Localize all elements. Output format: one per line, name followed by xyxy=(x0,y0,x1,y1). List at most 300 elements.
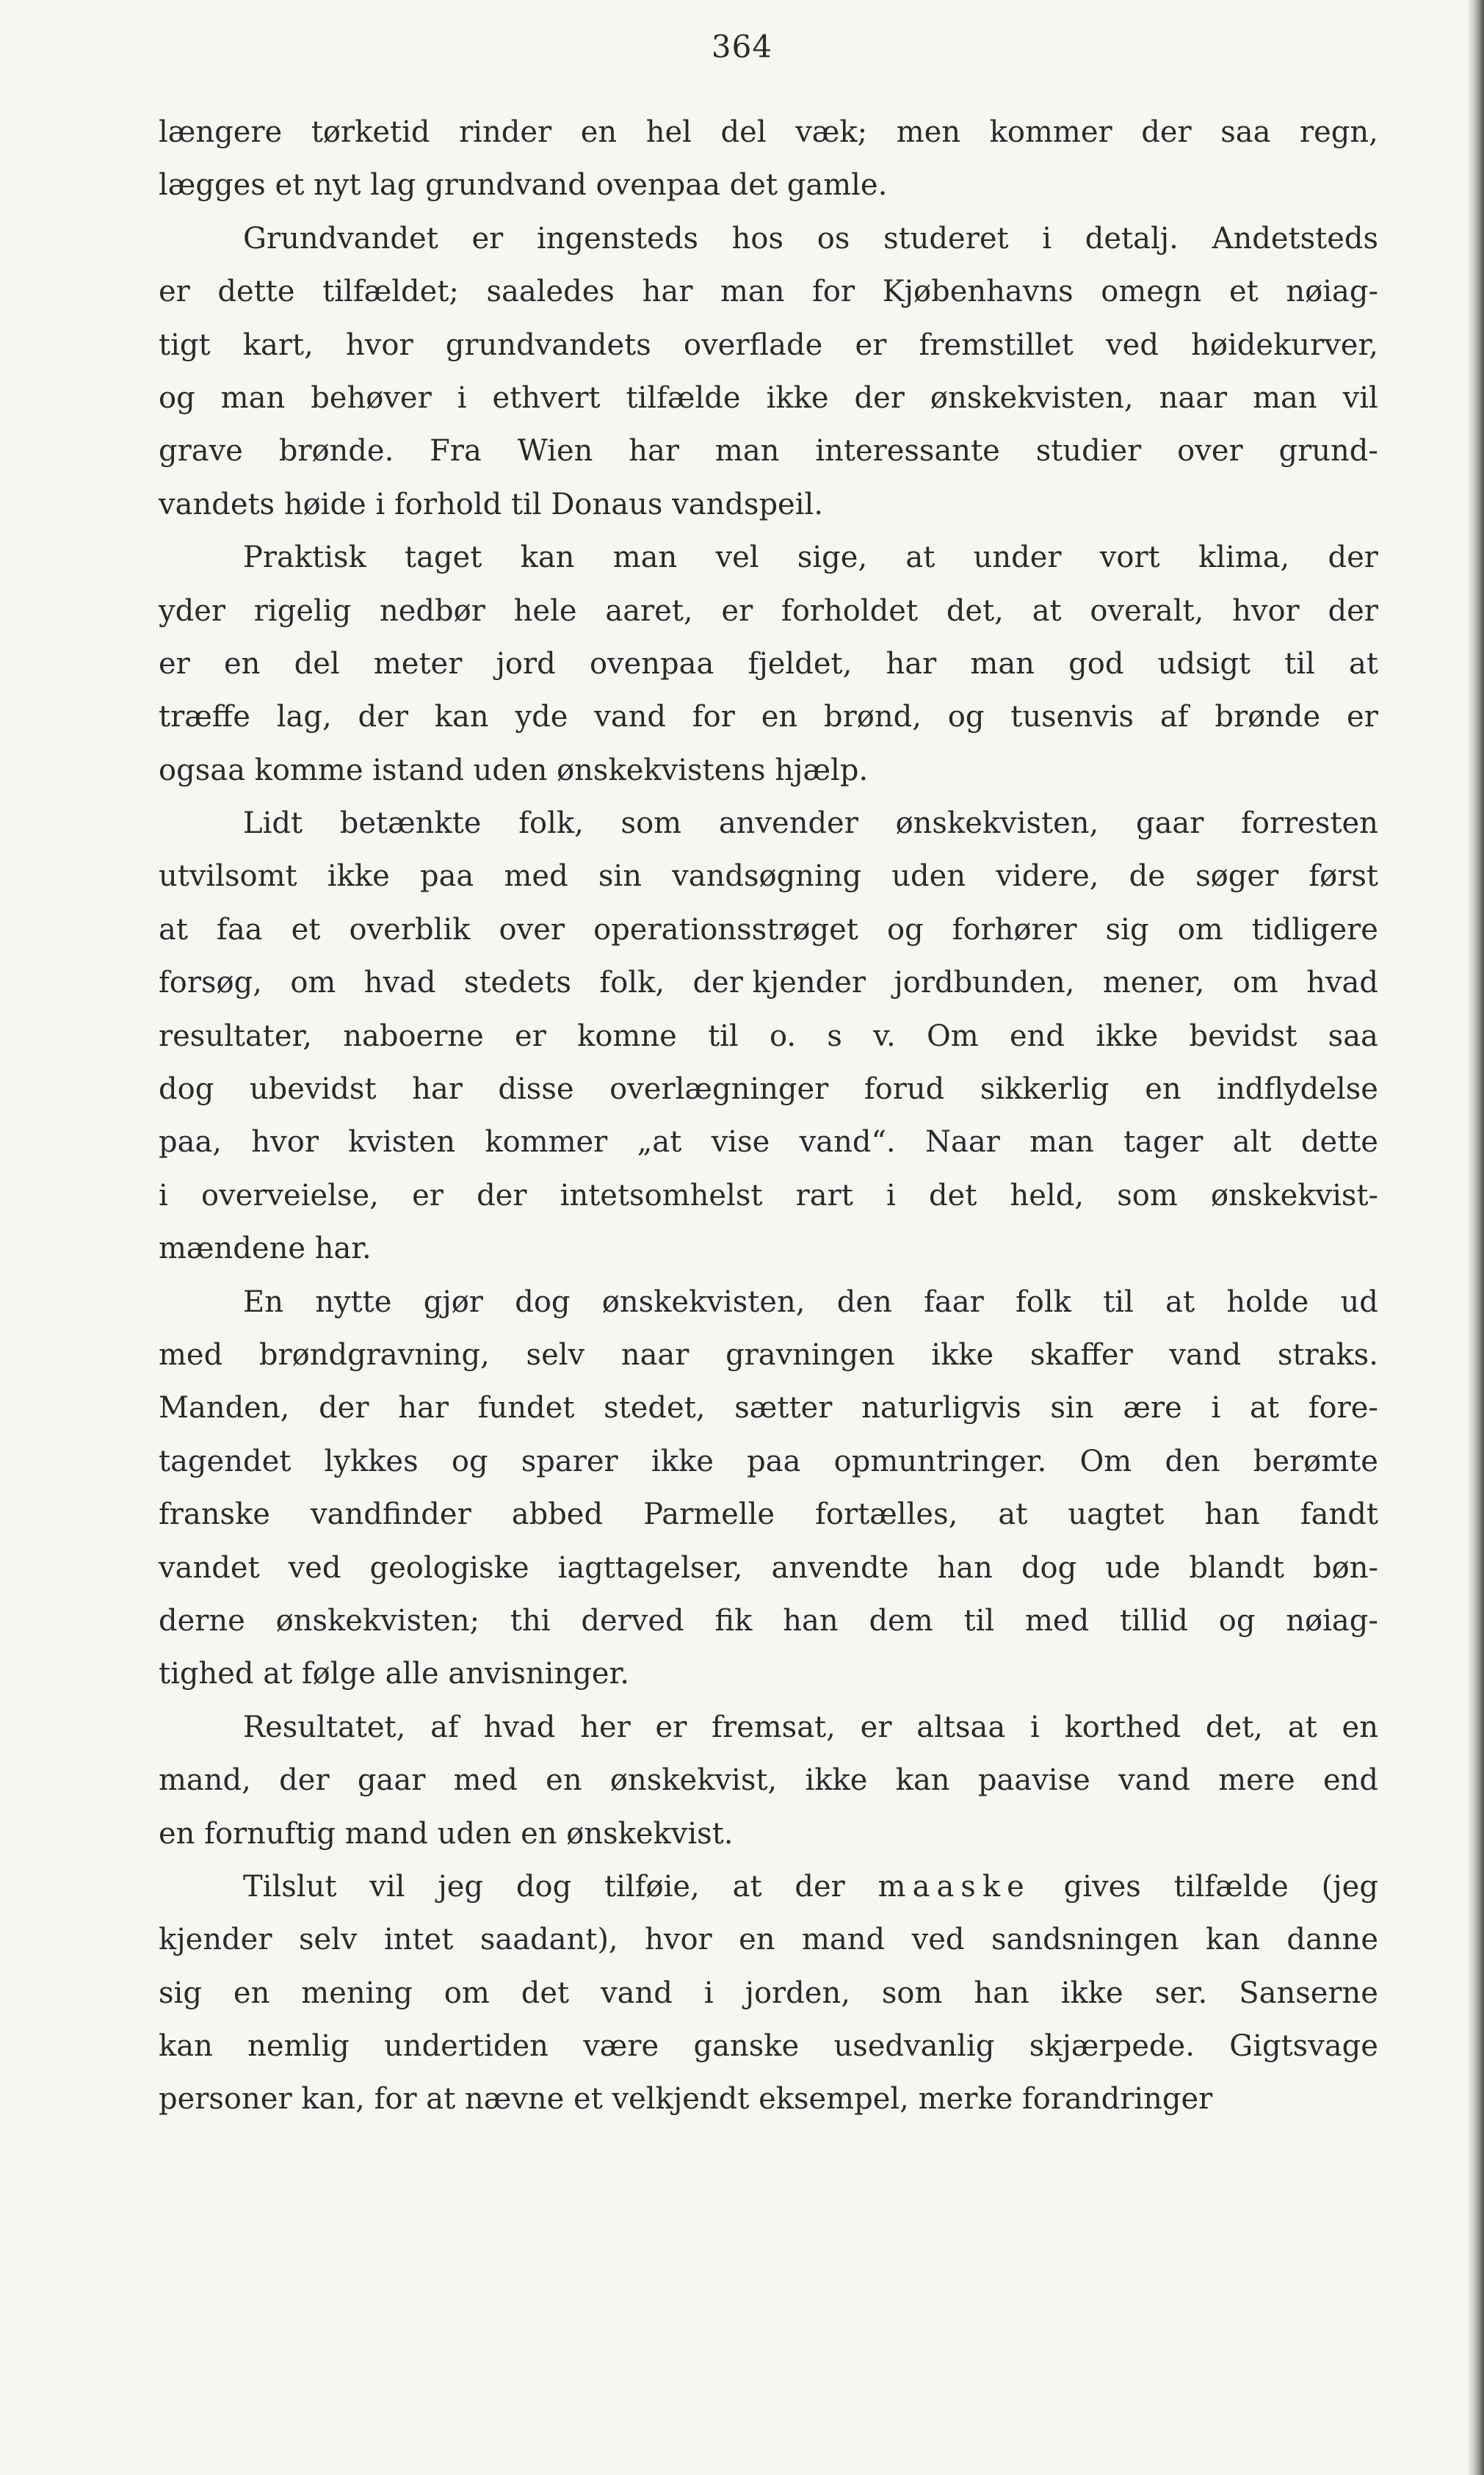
text-line xyxy=(159,1016,1378,1069)
word: vand xyxy=(594,700,667,734)
text-line xyxy=(159,1600,1378,1653)
word: lægges xyxy=(159,168,266,203)
word: først xyxy=(1309,859,1378,894)
word: studeret xyxy=(883,221,1009,256)
paragraph xyxy=(159,803,1378,1282)
word: folk xyxy=(1015,1285,1071,1319)
word: tilfælde xyxy=(626,380,741,415)
word: Lidt xyxy=(243,806,303,841)
word: ethvert xyxy=(492,380,601,415)
word: tilfælde xyxy=(1173,1869,1289,1904)
word: ved xyxy=(288,1550,341,1585)
word: dog xyxy=(159,1072,214,1107)
word: med xyxy=(504,859,568,894)
word: usedvanlig xyxy=(833,2029,995,2064)
word: mere xyxy=(1218,1763,1295,1798)
word: thi xyxy=(510,1603,551,1638)
word: han xyxy=(974,1976,1029,2010)
word: Gigtsvage xyxy=(1229,2029,1378,2064)
paragraph xyxy=(159,537,1378,803)
word: taget xyxy=(405,541,482,575)
word: holde xyxy=(1226,1285,1309,1319)
word: kart, xyxy=(242,328,314,362)
word: Sanserne xyxy=(1239,1976,1378,2010)
word: disse xyxy=(498,1072,574,1107)
word: dog xyxy=(1021,1550,1077,1585)
word: (jeg xyxy=(1321,1869,1378,1904)
word: sig xyxy=(159,1976,202,2010)
word: vil xyxy=(369,1869,405,1904)
word: man xyxy=(720,275,785,309)
word: nøiag- xyxy=(1286,275,1378,309)
word: paa, xyxy=(159,1125,222,1160)
word: forud xyxy=(864,1072,945,1107)
word: ønskekvist- xyxy=(1210,1178,1378,1213)
word: hvor xyxy=(645,1923,712,1957)
word: som xyxy=(1117,1178,1178,1213)
word: søger xyxy=(1195,859,1279,894)
text-line xyxy=(159,1813,1378,1866)
word: tilfældet; xyxy=(322,275,459,309)
word: vandets xyxy=(159,487,275,521)
word: gjør xyxy=(423,1285,483,1319)
paragraph xyxy=(159,112,1378,218)
word: mand xyxy=(344,1816,428,1851)
word: der xyxy=(1328,593,1378,628)
text-line xyxy=(159,1175,1378,1228)
word: straks. xyxy=(1277,1337,1378,1372)
word: om xyxy=(444,1976,490,2010)
word: dog xyxy=(515,1869,572,1904)
word: kjender xyxy=(159,1923,272,1957)
word: man xyxy=(1029,1125,1094,1160)
word: o. xyxy=(770,1019,797,1053)
word: nøiag- xyxy=(1286,1603,1378,1638)
word: skaffer xyxy=(1029,1337,1133,1372)
word: der xyxy=(1141,115,1192,149)
word: ikke xyxy=(931,1337,994,1372)
word: ogsaa xyxy=(159,753,245,787)
text-line xyxy=(159,1441,1378,1494)
word: man xyxy=(970,646,1035,681)
word: Fra xyxy=(430,434,482,469)
word: fremsat, xyxy=(712,1710,836,1744)
word: at xyxy=(1287,1710,1317,1744)
word: folk, xyxy=(599,966,665,1000)
word: berømte xyxy=(1253,1444,1378,1478)
word: kvisten xyxy=(348,1125,455,1160)
paragraph xyxy=(159,1866,1378,2132)
word: hjælp. xyxy=(775,753,869,787)
text-line xyxy=(159,750,1378,803)
word: stedet, xyxy=(604,1391,706,1426)
word: sin xyxy=(598,859,642,894)
word: sin xyxy=(1050,1391,1094,1426)
word: ønskekvisten, xyxy=(930,380,1134,415)
word: med xyxy=(1025,1603,1090,1638)
word: brønde. xyxy=(278,434,394,469)
word: videre, xyxy=(996,859,1099,894)
text-line xyxy=(159,1547,1378,1600)
word: hvad xyxy=(483,1710,556,1744)
word: grund- xyxy=(1278,434,1378,469)
word: Donaus xyxy=(551,487,663,521)
word: til xyxy=(1284,646,1315,681)
word: folk, xyxy=(518,806,584,841)
word: sig xyxy=(1105,912,1149,947)
word: ovenpaa xyxy=(589,646,714,681)
word: sikkerlig xyxy=(980,1072,1110,1107)
word: Kjøbenhavns xyxy=(882,275,1074,309)
word: mand xyxy=(802,1923,886,1957)
word: han xyxy=(937,1550,993,1585)
word: mand, xyxy=(159,1763,251,1798)
word: ønskekvistens xyxy=(557,753,766,787)
word: sige, xyxy=(797,541,868,575)
word: naturligvis xyxy=(861,1391,1021,1426)
word: geologiske xyxy=(369,1550,529,1585)
word: vand“. xyxy=(799,1125,896,1160)
word: her xyxy=(580,1710,631,1744)
word: i xyxy=(1042,221,1052,256)
word: væk; xyxy=(795,115,868,149)
text-line xyxy=(159,856,1378,908)
word: paa xyxy=(747,1444,801,1478)
word: saaledes xyxy=(486,275,615,309)
word: bøn- xyxy=(1313,1550,1378,1585)
word: ved xyxy=(911,1923,965,1957)
word: tillid xyxy=(1120,1603,1188,1638)
word: skjærpede. xyxy=(1029,2029,1195,2064)
word: hel xyxy=(645,115,692,149)
word: stedets xyxy=(463,966,572,1000)
word: nytte xyxy=(315,1285,392,1319)
word: ved xyxy=(1106,328,1159,362)
text-line xyxy=(159,1919,1378,1972)
word: kan xyxy=(434,700,489,734)
word: fremstillet xyxy=(919,328,1074,362)
word: franske xyxy=(159,1497,270,1532)
word: at xyxy=(159,912,188,947)
word: er xyxy=(471,221,504,256)
text-line xyxy=(159,1866,1378,1919)
word: velkjendt xyxy=(612,2082,750,2117)
word: Andetsteds xyxy=(1212,221,1378,256)
word: længere xyxy=(159,115,283,149)
word: hvor xyxy=(1232,593,1300,628)
word: korthed xyxy=(1064,1710,1181,1744)
word: at xyxy=(998,1497,1028,1532)
word: jordbunden, xyxy=(894,966,1075,1000)
word: end xyxy=(1010,1019,1065,1053)
text-line xyxy=(159,1653,1378,1706)
word: operationsstrøget xyxy=(593,912,858,947)
word: istand xyxy=(372,753,464,787)
text-line xyxy=(159,218,1378,271)
word: danne xyxy=(1286,1923,1378,1957)
body-text xyxy=(159,112,1378,2132)
word: indflydelse xyxy=(1217,1072,1378,1107)
text-line xyxy=(159,325,1378,377)
word: Resultatet, xyxy=(243,1710,406,1744)
word: vand xyxy=(1118,1763,1190,1798)
text-line xyxy=(159,2078,1378,2131)
word: en xyxy=(521,1816,557,1851)
word: om xyxy=(1232,966,1278,1000)
word: at xyxy=(1165,1285,1195,1319)
word: kommer xyxy=(485,1125,608,1160)
word: Wien xyxy=(517,434,593,469)
word: der xyxy=(279,1763,330,1798)
page-edge-shadow xyxy=(1468,0,1484,2475)
word: med xyxy=(159,1337,223,1372)
word: tighed xyxy=(159,1657,254,1691)
word: sparer xyxy=(521,1444,618,1478)
word: der xyxy=(854,380,905,415)
text-line xyxy=(159,1334,1378,1387)
word: gaar xyxy=(1135,806,1204,841)
word: om xyxy=(1177,912,1223,947)
text-line xyxy=(159,803,1378,856)
word: vand xyxy=(1169,1337,1242,1372)
word: sætter xyxy=(734,1391,833,1426)
word: uden xyxy=(473,753,548,787)
word: i xyxy=(703,1976,714,2010)
word: det, xyxy=(1205,1710,1263,1744)
word: grundvandets xyxy=(445,328,651,362)
word: brønd, xyxy=(824,700,922,734)
word: dog xyxy=(515,1285,571,1319)
word: ud xyxy=(1340,1285,1378,1319)
word: os xyxy=(817,221,850,256)
word: forsøg, xyxy=(159,966,262,1000)
word: detalj. xyxy=(1085,221,1179,256)
word: der xyxy=(358,700,408,734)
word: hvor xyxy=(251,1125,319,1160)
word: En xyxy=(243,1285,283,1319)
word: komne xyxy=(577,1019,677,1053)
word: man xyxy=(1253,380,1317,415)
text-line xyxy=(159,1282,1378,1334)
word: tigt xyxy=(159,328,211,362)
word: i xyxy=(1211,1391,1221,1426)
text-line xyxy=(159,1707,1378,1760)
word: naar xyxy=(1159,380,1228,415)
word: „at xyxy=(637,1125,682,1160)
word: han xyxy=(783,1603,839,1638)
word: nyt xyxy=(314,168,361,203)
word: forresten xyxy=(1241,806,1378,841)
text-line xyxy=(159,696,1378,749)
word: intetsomhelst xyxy=(560,1178,763,1213)
word: udsigt xyxy=(1157,646,1250,681)
word: hvad xyxy=(363,966,436,1000)
word: kan xyxy=(520,541,575,575)
word: tørketid xyxy=(311,115,430,149)
text-line xyxy=(159,1228,1378,1281)
word: en xyxy=(739,1923,775,1957)
word: at xyxy=(905,541,935,575)
text-line xyxy=(159,1387,1378,1440)
word: der xyxy=(477,1178,527,1213)
word: tusenvis xyxy=(1010,700,1134,734)
word: lykkes xyxy=(324,1444,419,1478)
word: er xyxy=(721,593,753,628)
word: dette xyxy=(217,275,295,309)
word: for xyxy=(374,2082,417,2117)
word: hvad xyxy=(1306,966,1378,1000)
word: ikke xyxy=(651,1444,714,1478)
word: jeg xyxy=(438,1869,484,1904)
word: vise xyxy=(711,1125,770,1160)
word: uden xyxy=(437,1816,512,1851)
word: og xyxy=(159,380,195,415)
word: nemlig xyxy=(247,2029,350,2064)
word: der xyxy=(795,1869,845,1904)
text-line xyxy=(159,643,1378,696)
word: hvor xyxy=(346,328,413,362)
word: og xyxy=(1218,1603,1256,1638)
word: gravningen xyxy=(725,1337,895,1372)
word: til xyxy=(708,1019,739,1053)
word: som xyxy=(620,806,682,841)
word: at xyxy=(426,2082,456,2117)
word: grave xyxy=(159,434,243,469)
word: tilføie, xyxy=(604,1869,700,1904)
word: en xyxy=(546,1763,582,1798)
word: personer xyxy=(159,2082,292,2117)
word: brønde xyxy=(1215,700,1321,734)
word: lag, xyxy=(276,700,332,734)
word: kan xyxy=(895,1763,950,1798)
word: forholdet xyxy=(781,593,919,628)
word: vil xyxy=(1342,380,1378,415)
word: i xyxy=(159,1178,168,1213)
word: har xyxy=(642,275,693,309)
word: del xyxy=(720,115,767,149)
word: Grundvandet xyxy=(243,221,438,256)
word: overlægninger xyxy=(609,1072,829,1107)
word: hos xyxy=(731,221,784,256)
word: betænkte xyxy=(339,806,482,841)
page-number: 364 xyxy=(711,29,773,65)
word: intet xyxy=(383,1923,454,1957)
word: dem xyxy=(869,1603,933,1638)
word: og xyxy=(947,700,985,734)
word: vandfinder xyxy=(311,1497,471,1532)
word: at xyxy=(1349,646,1378,681)
word: alle xyxy=(385,1657,439,1691)
word: man xyxy=(612,541,678,575)
word: fundet xyxy=(477,1391,575,1426)
word: det xyxy=(729,168,778,203)
word: brøndgravning, xyxy=(258,1337,490,1372)
word: blandt xyxy=(1189,1550,1284,1585)
word: faar xyxy=(924,1285,984,1319)
word: naboerne xyxy=(343,1019,484,1053)
text-line xyxy=(159,165,1378,217)
word: til xyxy=(510,487,542,521)
word: har. xyxy=(314,1232,372,1266)
word: gamle. xyxy=(786,168,888,203)
word: merke xyxy=(918,2082,1013,2117)
word: tager xyxy=(1123,1125,1204,1160)
word: den xyxy=(836,1285,892,1319)
text-line xyxy=(159,537,1378,590)
word: der xyxy=(1328,541,1378,575)
word: være xyxy=(583,2029,659,2064)
word: derved xyxy=(581,1603,684,1638)
word: aaret, xyxy=(605,593,693,628)
word: tidligere xyxy=(1251,912,1378,947)
word: saa xyxy=(1220,115,1271,149)
word: v. xyxy=(873,1019,896,1053)
paragraph xyxy=(159,1707,1378,1866)
word: regn, xyxy=(1300,115,1378,149)
word: utvilsomt xyxy=(159,859,297,894)
word: ikke xyxy=(766,380,829,415)
word: saadant), xyxy=(479,1923,618,1957)
word: abbed xyxy=(511,1497,604,1532)
word: af xyxy=(1159,700,1189,734)
text-line xyxy=(159,377,1378,430)
word: eksempel, xyxy=(759,2082,909,2117)
text-line xyxy=(159,1760,1378,1813)
word: jord xyxy=(496,646,556,681)
word: et xyxy=(275,168,305,203)
word: ære xyxy=(1123,1391,1182,1426)
word: selv xyxy=(298,1923,358,1957)
word: ude xyxy=(1105,1550,1161,1585)
word: undertiden xyxy=(384,2029,549,2064)
word: rart xyxy=(795,1178,853,1213)
word: overalt, xyxy=(1090,593,1204,628)
word: høidekurver, xyxy=(1191,328,1378,362)
word: gives xyxy=(1063,1869,1141,1904)
word: træffe xyxy=(159,700,250,734)
word: har xyxy=(886,646,937,681)
word: over xyxy=(1177,434,1243,469)
word: faa xyxy=(217,912,263,947)
text-line xyxy=(159,2026,1378,2078)
word: den xyxy=(1165,1444,1220,1478)
word: i xyxy=(1029,1710,1040,1744)
word: ønskekvisten, xyxy=(601,1285,806,1319)
text-line xyxy=(159,1973,1378,2026)
word: anvisninger. xyxy=(448,1657,629,1691)
text-line xyxy=(159,1121,1378,1174)
word: ingensteds xyxy=(536,221,698,256)
word: er xyxy=(1347,700,1378,734)
word: overblik xyxy=(349,912,471,947)
word: ønskekvisten, xyxy=(895,806,1099,841)
word: om xyxy=(290,966,336,1000)
word: jorden, xyxy=(745,1976,850,2010)
paragraph xyxy=(159,1282,1378,1707)
word: man xyxy=(714,434,780,469)
word: for xyxy=(692,700,735,734)
word: kan xyxy=(159,2029,213,2064)
text-line xyxy=(159,112,1378,165)
word: ubevidst xyxy=(249,1072,377,1107)
word: klima, xyxy=(1198,541,1290,575)
word: en xyxy=(1342,1710,1378,1744)
word: ønskekvist, xyxy=(609,1763,778,1798)
word: er xyxy=(412,1178,444,1213)
text-line xyxy=(159,962,1378,1015)
word: omegn xyxy=(1101,275,1202,309)
word: overveielse, xyxy=(200,1178,379,1213)
